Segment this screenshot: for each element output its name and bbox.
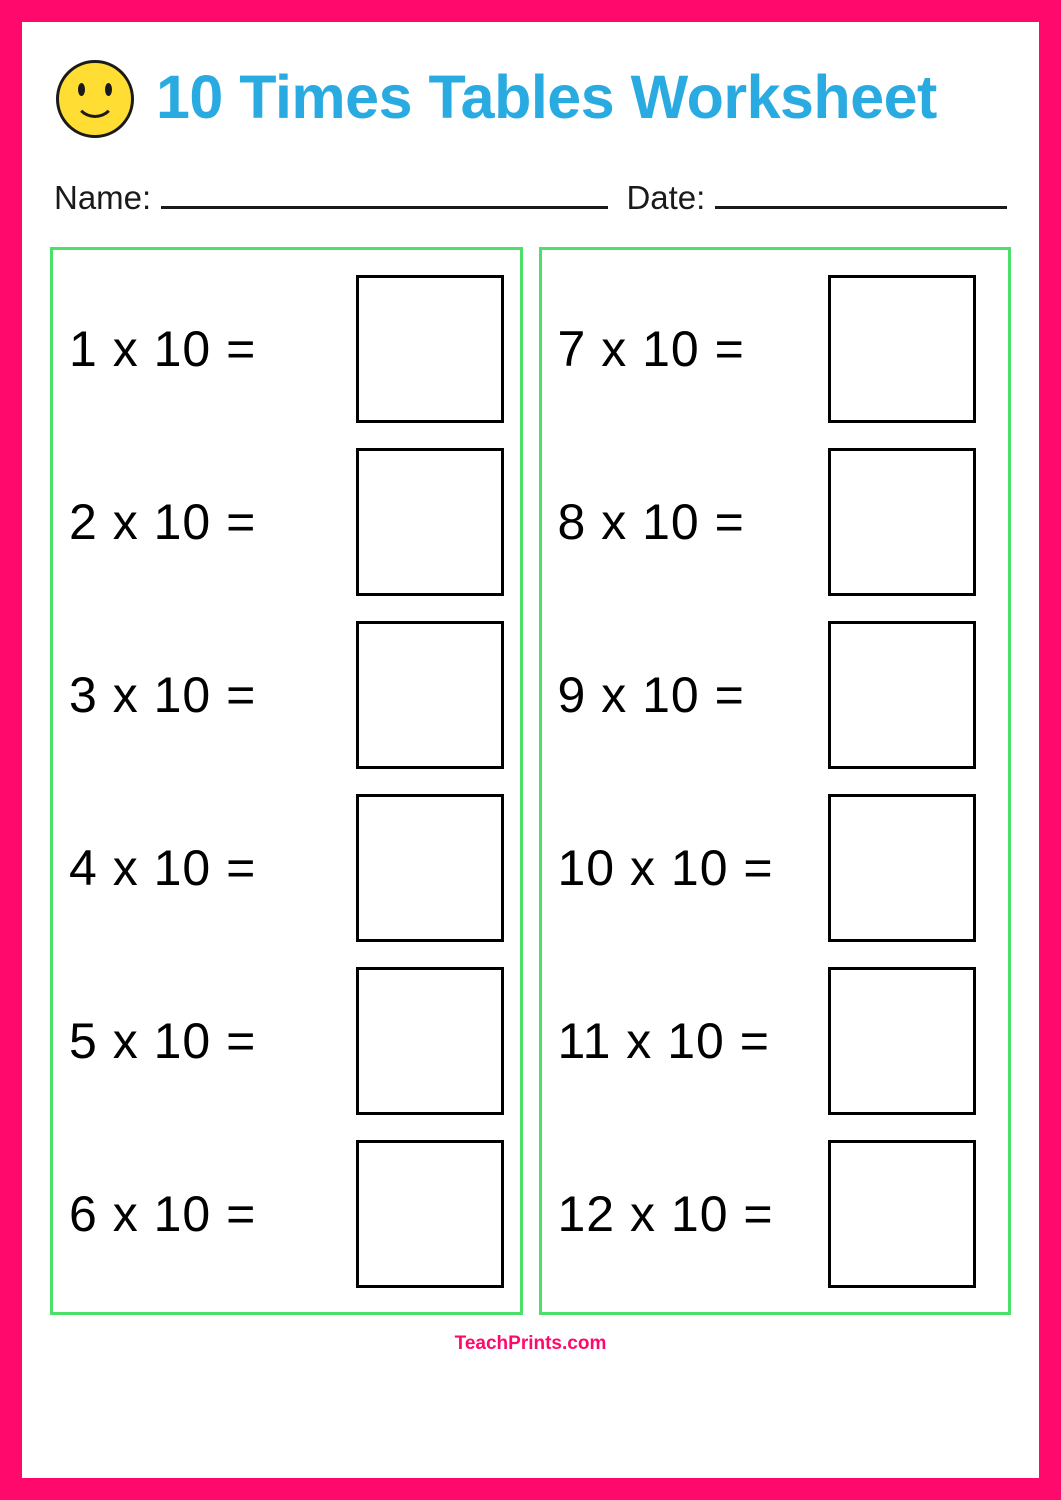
- page-title: 10 Times Tables Worksheet: [156, 62, 937, 131]
- smiley-mouth: [74, 93, 116, 118]
- date-input[interactable]: [715, 176, 1007, 209]
- worksheet-header: [50, 22, 1011, 172]
- problem-text: 7 x 10 =: [557, 320, 745, 377]
- problem-text: 2 x 10 =: [69, 493, 257, 550]
- answer-box[interactable]: [828, 448, 976, 596]
- problem-row: [558, 1140, 993, 1288]
- answer-box[interactable]: [828, 621, 976, 769]
- problem-text: 11 x 10 =: [557, 1012, 770, 1069]
- name-label: Name:: [54, 179, 152, 216]
- problem-row: [558, 621, 993, 769]
- smiley-face-icon: [56, 60, 134, 138]
- problem-text: 4 x 10 =: [69, 839, 257, 896]
- worksheet-content: [22, 22, 1039, 1478]
- problem-row: [69, 1140, 504, 1288]
- problem-text: 8 x 10 =: [557, 493, 745, 550]
- problem-row: [69, 448, 504, 596]
- footer-credit: TeachPrints.com: [454, 1333, 607, 1354]
- answer-box[interactable]: [828, 1140, 976, 1288]
- problem-row: [69, 967, 504, 1115]
- problem-text: 9 x 10 =: [557, 666, 745, 723]
- problem-row: [558, 794, 993, 942]
- answer-box[interactable]: [356, 1140, 504, 1288]
- problem-column-right: [539, 247, 1012, 1315]
- answer-box[interactable]: [356, 448, 504, 596]
- name-input[interactable]: [161, 176, 608, 209]
- problem-text: 1 x 10 =: [69, 320, 257, 377]
- problem-text: 3 x 10 =: [69, 666, 257, 723]
- name-date-row: [50, 176, 1011, 217]
- problem-row: [69, 794, 504, 942]
- answer-box[interactable]: [828, 794, 976, 942]
- answer-box[interactable]: [356, 621, 504, 769]
- problem-text: 10 x 10 =: [557, 839, 774, 896]
- problem-text: 5 x 10 =: [69, 1012, 257, 1069]
- problems-container: [50, 247, 1011, 1315]
- problem-row: [558, 275, 993, 423]
- problem-text: 6 x 10 =: [69, 1185, 257, 1242]
- problem-text: 12 x 10 =: [557, 1185, 774, 1242]
- answer-box[interactable]: [356, 275, 504, 423]
- date-label: Date:: [626, 179, 706, 216]
- problem-row: [558, 967, 993, 1115]
- answer-box[interactable]: [828, 275, 976, 423]
- problem-row: [558, 448, 993, 596]
- answer-box[interactable]: [828, 967, 976, 1115]
- problem-row: [69, 275, 504, 423]
- problem-column-left: [50, 247, 523, 1315]
- problem-row: [69, 621, 504, 769]
- answer-box[interactable]: [356, 794, 504, 942]
- answer-box[interactable]: [356, 967, 504, 1115]
